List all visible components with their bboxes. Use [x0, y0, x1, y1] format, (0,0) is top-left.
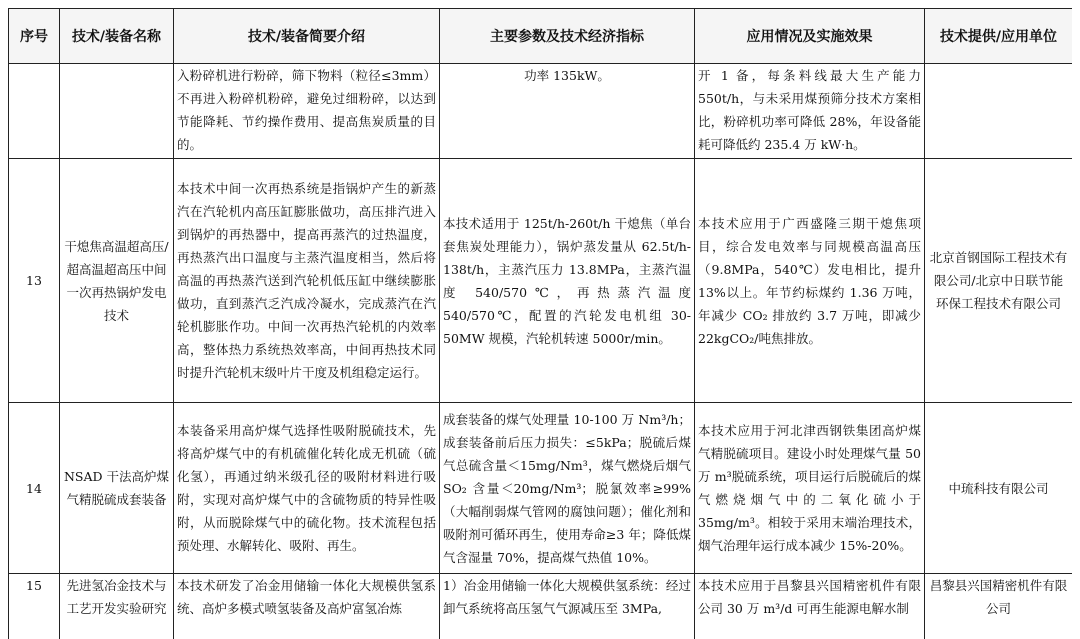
- table-row: [9, 574, 1073, 639]
- technology-table: [8, 8, 1072, 639]
- cell-intro: 本技术中间一次再热系统是指锅炉产生的新蒸汽在汽轮机内高压缸膨胀做功，高压排汽进入到锅炉的再热器中，提高再蒸汽的过热温度，再热蒸汽出口温度与主蒸汽温度相当，然后将高温的再热蒸汽送到汽轮机低压缸中继续膨胀做功，直到蒸汽乏汽成冷凝水，完成蒸汽在汽轮机膨胀作功。中间一次再热汽轮机的内效率高，整体热力系统热效率高，中间再热技术同时提升汽轮机末级叶片干度及机组稳定运行。: [174, 159, 440, 403]
- cell-params: 成套装备的煤气处理量 10-100 万 Nm³/h；成套装备前后压力损失：≤5kPa；脱硫后煤气总硫含量＜15mg/Nm³，煤气燃烧后烟气 SO₂ 含量＜20mg/Nm³；脱氯效率≥99%（大幅削弱煤气管网的腐蚀问题）；催化剂和吸附剂可循环再生，使用寿命≥3 年；降低煤气含湿量 70%，提高煤气热值 10%。: [440, 403, 695, 574]
- cell-params: 1）冶金用储输一体化大规模供氢系统：经过卸气系统将高压氢气气源减压至 3MPa,: [440, 574, 695, 639]
- cell-name: [60, 64, 174, 159]
- cell-no: 15: [9, 574, 60, 639]
- cell-effect: 本技术应用于昌黎县兴国精密机件有限公司 30 万 m³/d 可再生能源电解水制: [695, 574, 925, 639]
- cell-provider: [925, 64, 1073, 159]
- cell-name: 先进氢冶金技术与工艺开发实验研究: [60, 574, 174, 639]
- cell-effect: 开 1 备，每条料线最大生产能力 550t/h，与未采用煤预筛分技术方案相比，粉碎机功率可降低 28%，年设备能耗可降低约 235.4 万 kW·h。: [695, 64, 925, 159]
- cell-name: NSAD 干法高炉煤气精脱硫成套装备: [60, 403, 174, 574]
- cell-no: 13: [9, 159, 60, 403]
- cell-effect: 本技术应用于广西盛隆三期干熄焦项目，综合发电效率与同规模高温高压（9.8MPa，540℃）发电相比，提升 13%以上。年节约标煤约 1.36 万吨，年减少 CO₂ 排放约 3.7 万吨，即减少 22kgCO₂/吨焦排放。: [695, 159, 925, 403]
- header-no: 序号: [9, 9, 60, 64]
- cell-provider: 北京首钢国际工程技术有限公司/北京中日联节能环保工程技术有限公司: [925, 159, 1073, 403]
- cell-params: 本技术适用于 125t/h-260t/h 干熄焦（单台套焦炭处理能力），锅炉蒸发量从 62.5t/h-138t/h，主蒸汽压力 13.8MPa，主蒸汽温度 540/570℃，再热蒸汽温度 540/570℃，配置的汽轮发电机组 30-50MW 规模，汽轮机转速 5000r/min。: [440, 159, 695, 403]
- cell-name: 干熄焦高温超高压/超高温超高压中间一次再热锅炉发电技术: [60, 159, 174, 403]
- cell-provider: 中琉科技有限公司: [925, 403, 1073, 574]
- cell-no: [9, 64, 60, 159]
- table-row: [9, 159, 1073, 403]
- cell-intro: 本技术研发了冶金用储输一体化大规模供氢系统、高炉多模式喷氢装备及高炉富氢冶炼: [174, 574, 440, 639]
- header-params: 主要参数及技术经济指标: [440, 9, 695, 64]
- cell-no: 14: [9, 403, 60, 574]
- table-row: [9, 64, 1073, 159]
- cell-params: 功率 135kW。: [440, 64, 695, 159]
- cell-provider: 昌黎县兴国精密机件有限公司: [925, 574, 1073, 639]
- document-page: [8, 8, 1072, 639]
- header-intro: 技术/装备简要介绍: [174, 9, 440, 64]
- header-provider: 技术提供/应用单位: [925, 9, 1073, 64]
- header-row: [9, 9, 1073, 64]
- cell-intro: 入粉碎机进行粉碎，筛下物料（粒径≤3mm）不再进入粉碎机粉碎，避免过细粉碎，以达到节能降耗、节约操作费用、提高焦炭质量的目的。: [174, 64, 440, 159]
- table-row: [9, 403, 1073, 574]
- cell-intro: 本装备采用高炉煤气选择性吸附脱硫技术，先将高炉煤气中的有机硫催化转化成无机硫（硫化氢），再通过纳米级孔径的吸附材料进行吸附，实现对高炉煤气中的含硫物质的特异性吸附，从而脱除煤气中的硫化物。技术流程包括预处理、水解转化、吸附、再生。: [174, 403, 440, 574]
- header-effect: 应用情况及实施效果: [695, 9, 925, 64]
- cell-effect: 本技术应用于河北津西钢铁集团高炉煤气精脱硫项目。建设小时处理煤气量 50 万 m³脱硫系统，项目运行后脱硫后的煤气燃烧烟气中的二氧化硫小于 35mg/m³。相较于采用末端治理技术，烟气治理年运行成本减少 15%-20%。: [695, 403, 925, 574]
- header-name: 技术/装备名称: [60, 9, 174, 64]
